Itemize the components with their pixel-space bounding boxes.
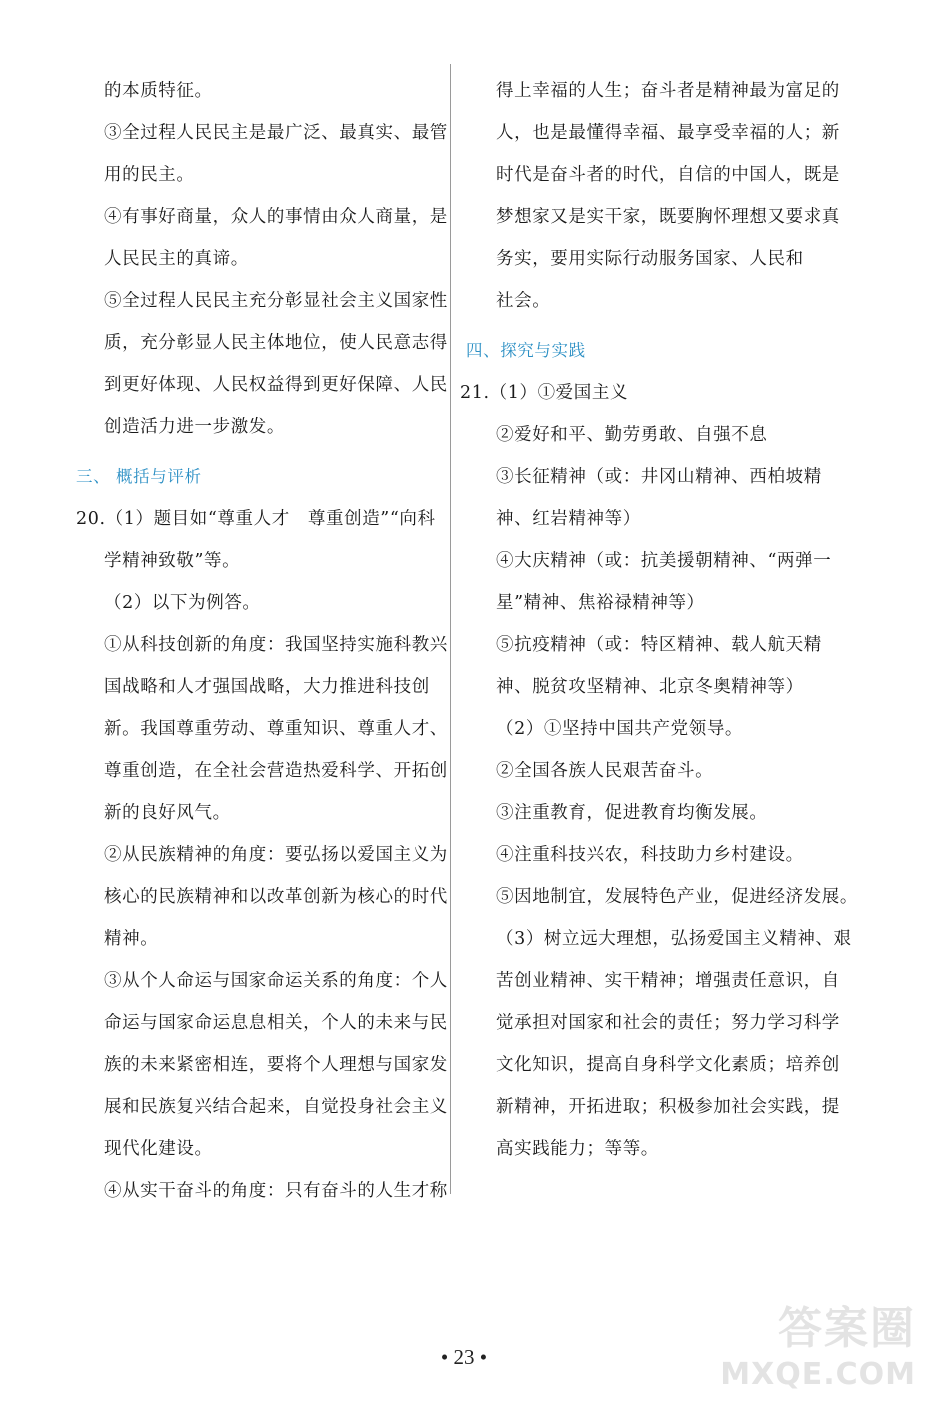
- text-line: （2）以下为例答。: [104, 593, 261, 613]
- text-line: 苦创业精神、实干精神；增强责任意识，自: [496, 971, 840, 991]
- text-line: 现代化建设。: [104, 1139, 213, 1159]
- text-line: 核心的民族精神和以改革创新为核心的时代: [104, 887, 448, 907]
- text-line: 务实，要用实际行动服务国家、人民和: [496, 249, 804, 269]
- text-line: 新的良好风气。: [104, 803, 231, 823]
- text-line: ②全国各族人民艰苦奋斗。: [496, 761, 714, 781]
- text-line: ②从民族精神的角度：要弘扬以爱国主义为: [104, 845, 448, 865]
- section-heading-4: 四、探究与实践: [466, 341, 586, 360]
- text-line: 高实践能力；等等。: [496, 1139, 659, 1159]
- text-line: 神、红岩精神等）: [496, 509, 641, 529]
- text-line: ①从科技创新的角度：我国坚持实施科教兴: [104, 635, 448, 655]
- text-line: 星”精神、焦裕禄精神等）: [496, 593, 705, 613]
- text-line: 人民民主的真谛。: [104, 249, 249, 269]
- text-line: 新。我国尊重劳动、尊重知识、尊重人才、: [104, 719, 448, 739]
- text-line: 到更好体现、人民权益得到更好保障、人民: [104, 375, 448, 395]
- watermark-title: 答案圈: [778, 1303, 916, 1354]
- text-line: 用的民主。: [104, 165, 195, 185]
- page-number: • 23 •: [440, 1345, 488, 1369]
- text-line: 国战略和人才强国战略，大力推进科技创: [104, 677, 430, 697]
- text-line: 时代是奋斗者的时代，自信的中国人，既是: [496, 165, 840, 185]
- text-line: 展和民族复兴结合起来，自觉投身社会主义: [104, 1097, 448, 1117]
- text-line: ⑤抗疫精神（或：特区精神、载人航天精: [496, 635, 822, 655]
- text-line: 族的未来紧密相连，要将个人理想与国家发: [104, 1055, 448, 1075]
- text-line: ⑤全过程人民民主充分彰显社会主义国家性: [104, 291, 448, 311]
- watermark-url: MXQE.COM: [720, 1357, 916, 1392]
- text-line: 人，也是最懂得幸福、最享受幸福的人；新: [496, 123, 840, 143]
- text-line: 神、脱贫攻坚精神、北京冬奥精神等）: [496, 677, 804, 697]
- text-line: ③全过程人民民主是最广泛、最真实、最管: [104, 123, 448, 143]
- text-line: ④有事好商量，众人的事情由众人商量，是: [104, 207, 448, 227]
- text-line: 得上幸福的人生；奋斗者是精神最为富足的: [496, 81, 840, 101]
- text-line: ③注重教育，促进教育均衡发展。: [496, 803, 768, 823]
- text-line: ⑤因地制宜，发展特色产业，促进经济发展。: [496, 887, 858, 907]
- text-line: ③长征精神（或：井冈山精神、西柏坡精: [496, 467, 822, 487]
- text-line: 学精神致敬”等。: [104, 551, 241, 571]
- text-line: ④从实干奋斗的角度：只有奋斗的人生才称: [104, 1181, 448, 1201]
- text-line: 精神。: [104, 929, 159, 949]
- question-20: 20.（1）题目如“尊重人才 尊重创造”“向科: [76, 509, 436, 529]
- text-line: 尊重创造，在全社会营造热爱科学、开拓创: [104, 761, 448, 781]
- text-line: 新精神，开拓进取；积极参加社会实践，提: [496, 1097, 840, 1117]
- column-divider: [450, 64, 451, 1194]
- text-line: 质，充分彰显人民主体地位，使人民意志得: [104, 333, 448, 353]
- text-line: （3）树立远大理想，弘扬爱国主义精神、艰: [496, 929, 852, 949]
- text-line: 创造活力进一步激发。: [104, 417, 285, 437]
- section-heading-3: 三、 概括与评析: [76, 467, 202, 486]
- text-line: 的本质特征。: [104, 81, 213, 101]
- text-line: ④注重科技兴农，科技助力乡村建设。: [496, 845, 804, 865]
- text-line: 社会。: [496, 291, 551, 311]
- text-line: ②爱好和平、勤劳勇敢、自强不息: [496, 425, 768, 445]
- text-line: 命运与国家命运息息相关，个人的未来与民: [104, 1013, 448, 1033]
- text-line: 梦想家又是实干家，既要胸怀理想又要求真: [496, 207, 840, 227]
- text-line: 文化知识，提高自身科学文化素质；培养创: [496, 1055, 840, 1075]
- text-line: 觉承担对国家和社会的责任；努力学习科学: [496, 1013, 840, 1033]
- text-line: ③从个人命运与国家命运关系的角度：个人: [104, 971, 448, 991]
- text-line: （2）①坚持中国共产党领导。: [496, 719, 744, 739]
- watermark-logo: [706, 1292, 916, 1392]
- text-line: ④大庆精神（或：抗美援朝精神、“两弹一: [496, 551, 832, 571]
- question-21: 21.（1）①爱国主义: [460, 383, 629, 403]
